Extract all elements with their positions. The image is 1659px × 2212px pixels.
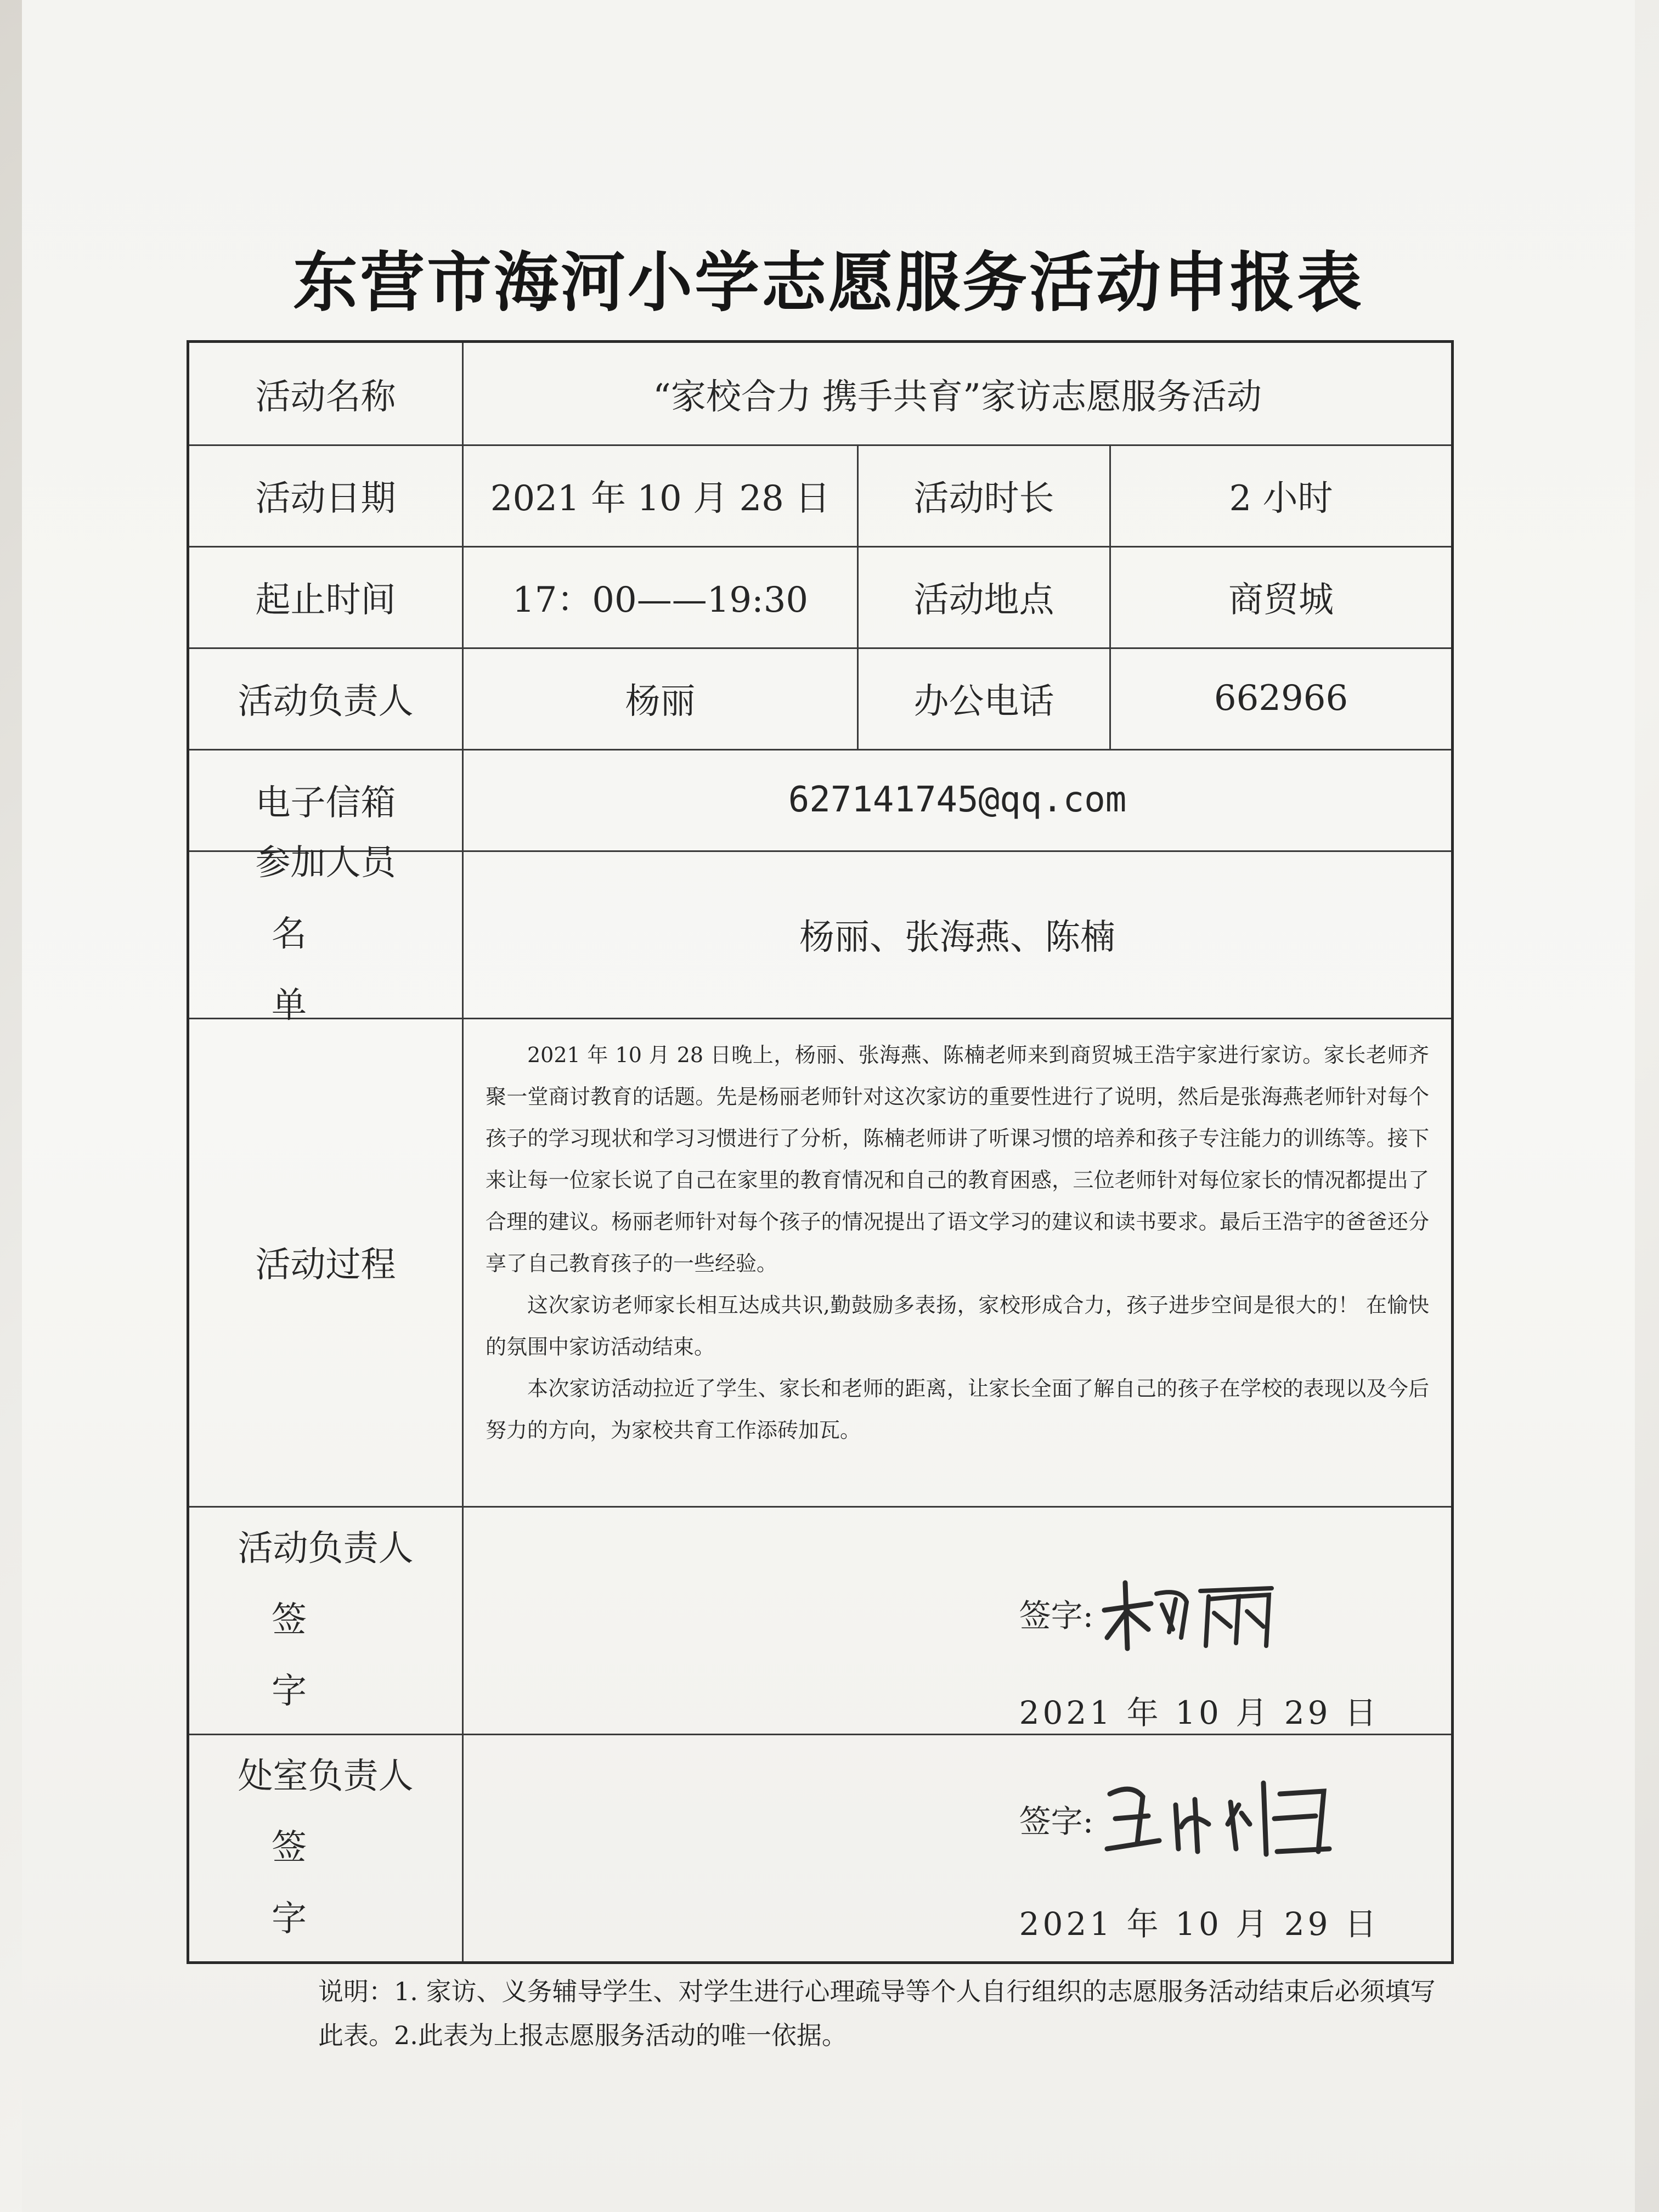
label-office-signature-line2: 签字 (272, 1827, 389, 1939)
form-note: 说明：1. 家访、义务辅导学生、对学生进行心理疏导等个人自行组织的志愿服务活动结束后必须填写此表。2.此表为上报志愿服务活动的唯一依据。 (318, 1977, 1436, 2050)
office-handwritten-signature (1099, 1772, 1335, 1865)
label-leader-signature-line2: 签字 (272, 1599, 389, 1712)
row-process (189, 1018, 1451, 1508)
office-signature-line (1019, 1772, 1380, 1865)
office-sign-date: 2021 年 10 月 29 日 (1019, 1905, 1380, 1943)
row-leader (189, 647, 1451, 751)
leader-handwritten-signature (1099, 1572, 1280, 1654)
process-paragraph-1: 2021 年 10 月 28 日晚上，杨丽、张海燕、陈楠老师来到商贸城王浩宇家进行家访。家长老师齐聚一堂商讨教育的话题。先是杨丽老师针对这次家访的重要性进行了说明，然后是张海燕老师针对每个孩子的学习现状和学习习惯进行了分析，陈楠老师讲了听课习惯的培养和孩子专注能力的训练等。接下来让每一位家长说了自己在家里的教育情况和自己的教育困惑，三位老师针对每位家长的情况都提出了合理的建议。杨丽老师针对每个孩子的情况提出了语文学习的建议和读书要求。最后王浩宇的爸爸还分享了自己教育孩子的一些经验。 (486, 1043, 1429, 1276)
row-office-signature (189, 1734, 1451, 1961)
label-office-phone: 办公电话 (859, 647, 1111, 749)
office-sign-label: 签字: (1019, 1803, 1094, 1840)
label-start-end-time: 起止时间 (189, 546, 464, 647)
label-activity-leader: 活动负责人 (189, 647, 464, 749)
office-signature-block (1019, 1772, 1380, 1944)
label-participants-line2: 名单 (272, 913, 389, 1026)
value-email: 627141745@qq.com (788, 779, 1127, 820)
leader-sign-date: 2021 年 10 月 29 日 (1019, 1694, 1380, 1731)
label-office-signature-line1: 处室负责人 (238, 1756, 414, 1797)
value-activity-duration: 2 小时 (1229, 478, 1333, 519)
row-date (189, 444, 1451, 548)
activity-process-text (486, 1034, 1429, 1451)
form-title: 东营市海河小学志愿服务活动申报表 (292, 244, 1364, 320)
value-activity-location: 商贸城 (1228, 579, 1334, 620)
label-activity-duration: 活动时长 (859, 444, 1111, 546)
label-activity-name: 活动名称 (189, 343, 464, 444)
label-activity-location: 活动地点 (859, 546, 1111, 647)
row-participants (189, 842, 1451, 1026)
row-activity-name (189, 343, 1451, 446)
value-activity-name: “家校合力 携手共育”家访志愿服务活动 (653, 376, 1262, 417)
leader-sign-label: 签字: (1019, 1597, 1094, 1634)
label-leader-signature (189, 1506, 464, 1734)
process-paragraph-3: 本次家访活动拉近了学生、家长和老师的距离，让家长全面了解自己的孩子在学校的表现以及今后努力的方向，为家校共育工作添砖加瓦。 (486, 1376, 1429, 1442)
paper-sheet (22, 0, 1635, 2212)
label-office-signature (189, 1734, 464, 1961)
value-start-end-time: 17：00——19:30 (464, 546, 859, 647)
label-participants-line1: 参加人员 (255, 842, 396, 883)
value-activity-date: 2021 年 10 月 28 日 (464, 444, 859, 546)
leader-signature-line (1019, 1572, 1380, 1654)
label-activity-process: 活动过程 (189, 1018, 464, 1506)
process-paragraph-2: 这次家访老师家长相互达成共识,勤鼓励多表扬，家校形成合力，孩子进步空间是很大的！ 在愉快的氛围中家访活动结束。 (486, 1293, 1429, 1359)
leader-signature-block (1019, 1572, 1380, 1733)
value-office-phone: 662966 (1214, 678, 1348, 719)
label-participants (189, 842, 464, 1026)
value-activity-leader: 杨丽 (464, 647, 859, 749)
label-activity-date: 活动日期 (189, 444, 464, 546)
label-leader-signature-line1: 活动负责人 (238, 1528, 414, 1569)
row-leader-signature (189, 1506, 1451, 1735)
application-form-table (187, 340, 1454, 1964)
label-email: 电子信箱 (189, 749, 464, 850)
value-participants: 杨丽、张海燕、陈楠 (799, 917, 1115, 958)
row-time (189, 546, 1451, 649)
